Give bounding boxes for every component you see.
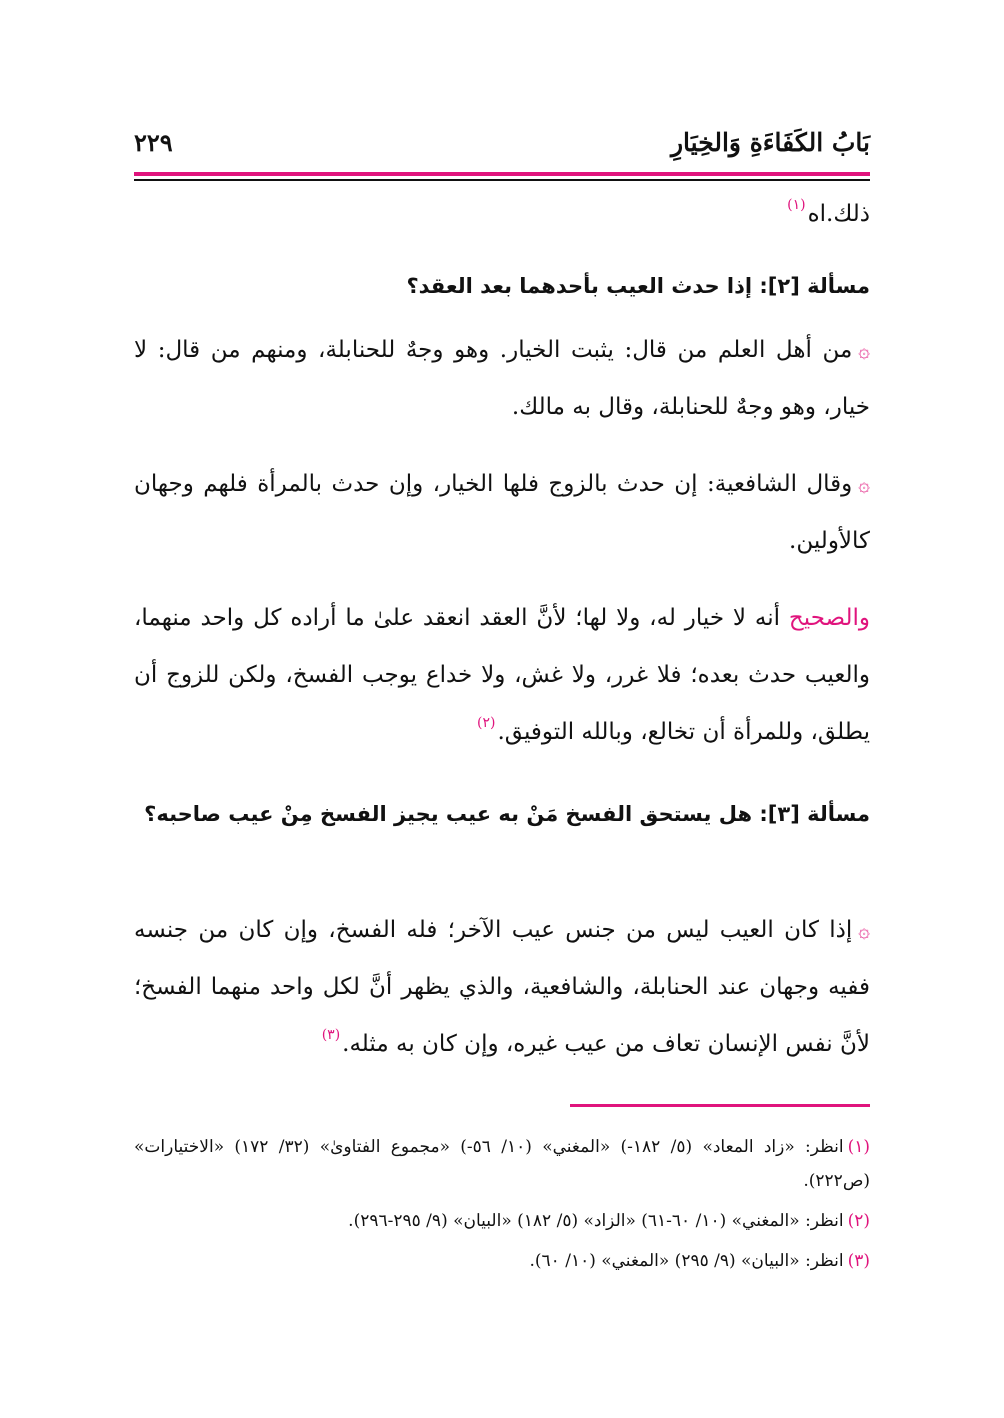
paragraph-text: أنه لا خيار له، ولا لها؛ لأنَّ العقد انعقد علىٰ ما أراده كل واحد منهما، والعيب حدث بعده؛ فلا غرر، ولا غش، ولا خداع يوجب الفسخ، ولكن للزوج أن يطلق، وللمرأة أن تخالع، وبالله التوفيق. (134, 605, 870, 745)
footnote-ref-1[interactable]: (١) (787, 197, 806, 213)
paragraph-3 (134, 590, 870, 764)
ruling-lead-word: والصحيح (788, 605, 871, 631)
footnote-3 (134, 1244, 870, 1278)
header-rule-black (134, 179, 870, 181)
chapter-title: بَابُ الكَفَاءَةِ وَالخِيَارِ (670, 128, 870, 157)
question-heading-2: مسألة [٢]: إذا حدث العيب بأحدهما بعد العقد؟ (406, 274, 870, 298)
paragraph-2 (134, 456, 870, 570)
footnote-2 (134, 1204, 870, 1238)
footnotes (134, 1130, 870, 1284)
footnote-ref-3[interactable]: (٣) (321, 1027, 341, 1043)
footnote-1 (134, 1130, 870, 1198)
header-rule-pink (134, 172, 870, 176)
page-header (134, 128, 870, 168)
footnote-number: (٣) (847, 1251, 870, 1271)
footnote-text: انظر: «المغني» (١٠/ ٦٠-٦١) «الزاد» (٥/ ١٨٢) «البيان» (٩/ ٢٩٥-٢٩٦). (348, 1211, 844, 1231)
paragraph-text: ذلك.اه (807, 201, 870, 227)
paragraph-closing (134, 186, 870, 246)
footnote-number: (٢) (847, 1211, 870, 1231)
footnote-text: انظر: «زاد المعاد» (٥/ ١٨٢-) «المغني» (١٠/ ٥٦-) «مجموع الفتاوىٰ» (٣٢/ ١٧٢) «الاختيارات» (ص٢٢٢). (134, 1137, 870, 1191)
paragraph-text: وقال الشافعية: إن حدث بالزوج فلها الخيار، وإن حدث بالمرأة فلهم وجهان كالأولين. (134, 471, 870, 554)
paragraph-4 (134, 902, 870, 1076)
flower-ornament-icon: ۞ (858, 472, 870, 496)
footnote-number: (١) (847, 1137, 870, 1157)
footnote-text: انظر: «البيان» (٩/ ٢٩٥) «المغني» (١٠/ ٦٠). (529, 1251, 844, 1271)
paragraph-text: من أهل العلم من قال: يثبت الخيار. وهو وجهٌ للحنابلة، ومنهم من قال: لا خيار، وهو وجهٌ للحنابلة، وقال به مالك. (134, 337, 870, 420)
page-number: ٢٢٩ (134, 128, 173, 157)
flower-ornament-icon: ۞ (858, 918, 870, 942)
question-heading-3: مسألة [٣]: هل يستحق الفسخ مَنْ به عيب يجيز الفسخ مِنْ عيب صاحبه؟ (144, 802, 870, 826)
flower-ornament-icon: ۞ (858, 338, 870, 362)
footnote-ref-2[interactable]: (٢) (477, 715, 496, 731)
paragraph-text: إذا كان العيب ليس من جنس عيب الآخر؛ فله الفسخ، وإن كان من جنسه ففيه وجهان عند الحنابلة، والشافعية، والذي يظهر أنَّ لكل واحد منهما الفسخ؛ لأنَّ نفس الإنسان تعاف من عيب غيره، وإن كان به مثله. (134, 917, 870, 1057)
footnote-separator (570, 1104, 870, 1107)
paragraph-1 (134, 322, 870, 436)
